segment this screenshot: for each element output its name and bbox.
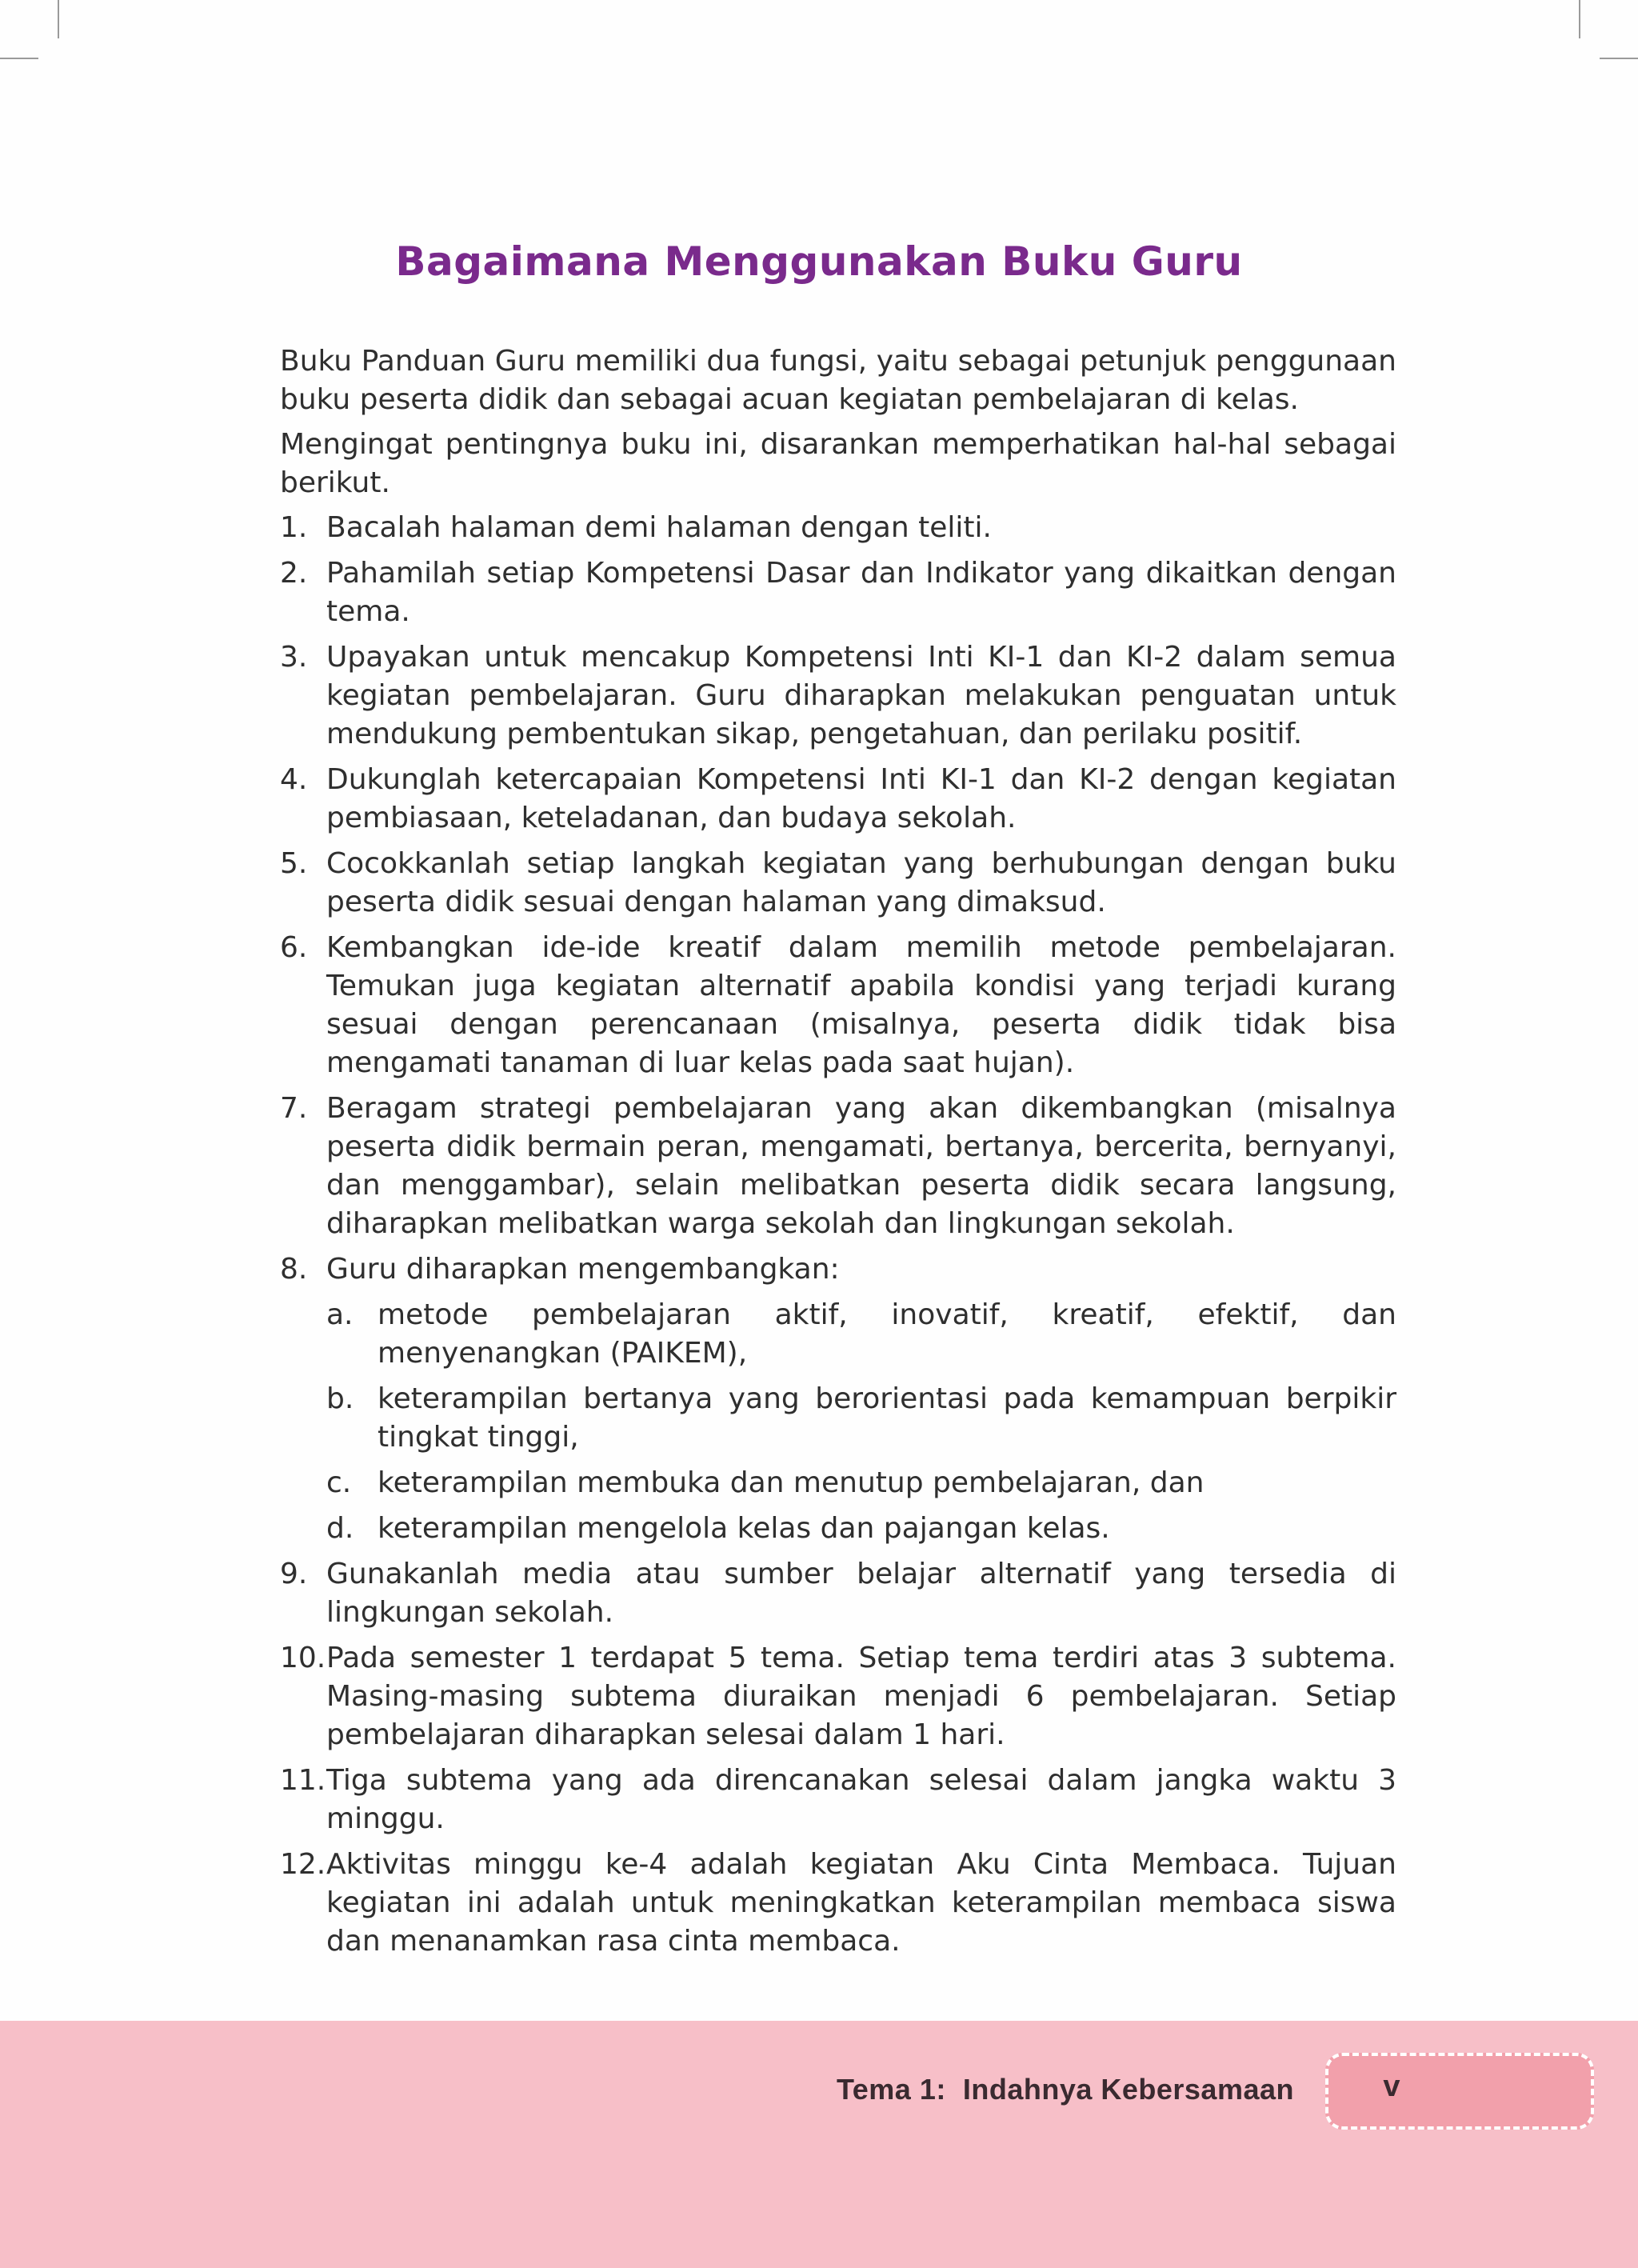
list-number: 1. xyxy=(280,511,308,544)
page-title: Bagaimana Menggunakan Buku Guru xyxy=(395,238,1243,285)
list-item xyxy=(280,1250,1396,1289)
sub-list-item xyxy=(326,1510,1396,1548)
list-text: Upayakan untuk mencakup Kompetensi Inti KI-1 dan KI-2 dalam semua kegiatan pembelajaran. Guru diharapkan melakukan penguatan untuk mendukung pembentukan sikap, pengetahuan, dan perilaku positif. xyxy=(326,641,1396,750)
sub-list-item xyxy=(326,1296,1396,1373)
list-number: 7. xyxy=(280,1092,308,1125)
list-item xyxy=(280,1090,1396,1243)
list-text: Bacalah halaman demi halaman dengan teliti. xyxy=(326,511,992,544)
list-item xyxy=(280,1846,1396,1961)
list-item xyxy=(280,929,1396,1082)
list-number: 8. xyxy=(280,1253,308,1286)
sub-list-letter: b. xyxy=(326,1382,354,1415)
list-text: Aktivitas minggu ke-4 adalah kegiatan Aku Cinta Membaca. Tujuan kegiatan ini adalah untuk meningkatkan keterampilan membaca siswa dan menanamkan rasa cinta membaca. xyxy=(326,1848,1396,1958)
list-number: 4. xyxy=(280,763,308,796)
list-number: 10. xyxy=(280,1642,326,1674)
list-number: 12. xyxy=(280,1848,326,1881)
intro-paragraph: Buku Panduan Guru memiliki dua fungsi, yaitu sebagai petunjuk penggunaan buku peserta didik dan sebagai acuan kegiatan pembelajaran di kelas. xyxy=(280,345,1396,416)
sub-list-text: keterampilan mengelola kelas dan pajangan kelas. xyxy=(378,1512,1110,1545)
list-number: 6. xyxy=(280,931,308,964)
sub-list-letter: d. xyxy=(326,1512,354,1545)
list-number: 11. xyxy=(280,1764,326,1797)
crop-mark xyxy=(58,0,59,38)
list-text: Dukunglah ketercapaian Kompetensi Inti KI-1 dan KI-2 dengan kegiatan pembiasaan, keteladanan, dan budaya sekolah. xyxy=(326,763,1396,834)
list-item xyxy=(280,761,1396,838)
list-text: Pahamilah setiap Kompetensi Dasar dan Indikator yang dikaitkan dengan tema. xyxy=(326,557,1396,628)
list-item xyxy=(280,1762,1396,1838)
sub-list-text: keterampilan membuka dan menutup pembelajaran, dan xyxy=(378,1466,1205,1499)
list-number: 3. xyxy=(280,641,308,674)
list-text: Gunakanlah media atau sumber belajar alternatif yang tersedia di lingkungan sekolah. xyxy=(326,1558,1396,1629)
crop-mark xyxy=(1579,0,1580,38)
list-text: Cocokkanlah setiap langkah kegiatan yang berhubungan dengan buku peserta didik sesuai dengan halaman yang dimaksud. xyxy=(326,847,1396,918)
footer-theme-label: Tema 1: Indahnya Kebersamaan xyxy=(836,2073,1294,2106)
sub-list-text: keterampilan bertanya yang berorientasi pada kemampuan berpikir tingkat tinggi, xyxy=(378,1382,1396,1454)
list-number: 9. xyxy=(280,1558,308,1590)
page-number: v xyxy=(1383,2070,1400,2103)
sub-list-text: metode pembelajaran aktif, inovatif, kreatif, efektif, dan menyenangkan (PAIKEM), xyxy=(378,1298,1396,1370)
list-text: Tiga subtema yang ada direncanakan selesai dalam jangka waktu 3 minggu. xyxy=(326,1764,1396,1835)
list-text: Beragam strategi pembelajaran yang akan dikembangkan (misalnya peserta didik bermain peran, mengamati, bertanya, bercerita, bernyanyi, dan menggambar), selain melibatkan peserta didik secara langsung, diharapkan melibatkan warga sekolah dan lingkungan sekolah. xyxy=(326,1092,1396,1240)
list-text: Pada semester 1 terdapat 5 tema. Setiap tema terdiri atas 3 subtema. Masing-masing subtema diuraikan menjadi 6 pembelajaran. Setiap pembelajaran diharapkan selesai dalam 1 hari. xyxy=(326,1642,1396,1751)
sub-list-letter: c. xyxy=(326,1466,352,1499)
sub-list-item xyxy=(326,1464,1396,1502)
intro-paragraph: Mengingat pentingnya buku ini, disarankan memperhatikan hal-hal sebagai berikut. xyxy=(280,428,1396,499)
crop-mark xyxy=(1600,58,1638,59)
list-item xyxy=(280,845,1396,922)
list-item xyxy=(280,638,1396,754)
list-number: 2. xyxy=(280,557,308,590)
list-number: 5. xyxy=(280,847,308,880)
list-item xyxy=(280,1555,1396,1632)
sub-list-item xyxy=(326,1380,1396,1457)
crop-mark xyxy=(0,58,38,59)
page-number-box xyxy=(1325,2053,1594,2130)
list-item xyxy=(280,554,1396,631)
list-item xyxy=(280,509,1396,547)
body-content xyxy=(280,342,1396,1968)
list-text: Kembangkan ide-ide kreatif dalam memilih metode pembelajaran. Temukan juga kegiatan alternatif apabila kondisi yang terjadi kurang sesuai dengan perencanaan (misalnya, peserta didik tidak bisa mengamati tanaman di luar kelas pada saat hujan). xyxy=(326,931,1396,1079)
sub-list-letter: a. xyxy=(326,1298,354,1331)
list-item xyxy=(280,1639,1396,1754)
list-text: Guru diharapkan mengembangkan: xyxy=(326,1253,840,1286)
